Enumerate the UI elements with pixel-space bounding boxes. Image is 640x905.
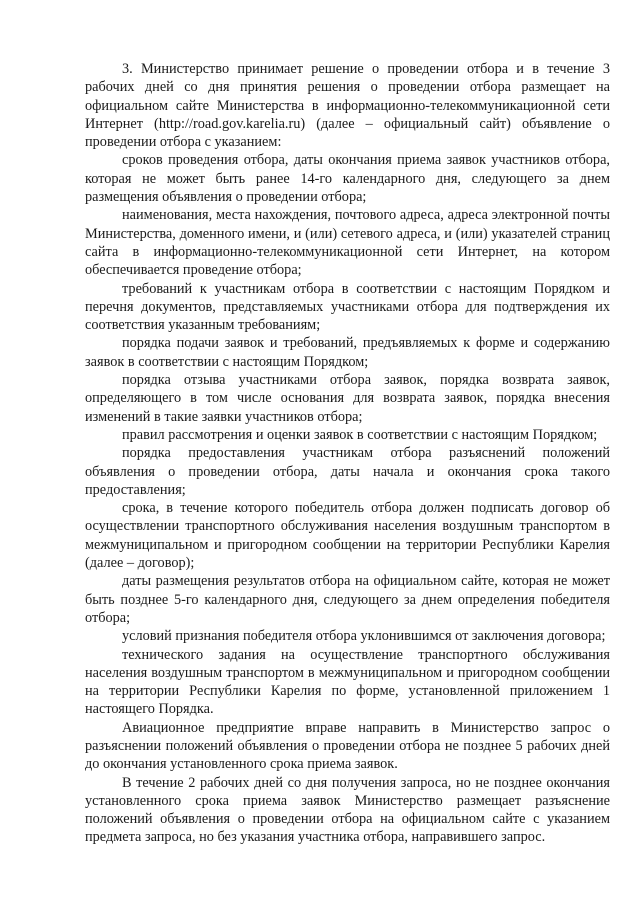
paragraph-participant-requirements: требований к участникам отбора в соответствии с настоящим Порядком и перечня документов, представляемых участниками отбора для подтверждения их соответствия указанным требованиям;	[85, 280, 610, 334]
paragraph-submission-order: порядка подачи заявок и требований, предъявляемых к форме и содержанию заявок в соответствии с настоящим Порядком;	[85, 335, 610, 370]
paragraph-results-date: даты размещения результатов отбора на официальном сайте, которая не может быть позднее 5-го календарного дня, следующего за днем определения победителя отбора;	[85, 573, 610, 626]
paragraph-withdrawal-order: порядка отзыва участниками отбора заявок, порядка возврата заявок, определяющего в том числе основания для возврата заявок, порядка внесения изменений в такие заявки участников отбора;	[85, 372, 610, 425]
paragraph-announcement-intro: 3. Министерство принимает решение о проведении отбора и в течение 3 рабочих дней со дня принятия решения о проведении отбора размещает на официальном сайте Министерства в информационно-телекоммуникационной сети Интернет (http://road.gov.karelia.ru) (далее – официальный сайт) объявление о проведении отбора с указанием:	[85, 61, 610, 151]
paragraph-contract-deadline: срока, в течение которого победитель отбора должен подписать договор об осуществлении транспортного обслуживания населения воздушным транспортом в межмуниципальном и пригородном сообщении на территории Республики Карелия (далее – договор);	[85, 500, 610, 572]
paragraph-clarification-publication: В течение 2 рабочих дней со дня получения запроса, но не позднее окончания установленного срока приема заявок Министерство размещает разъяснение положений объявления о проведении отбора на официальном сайте с указанием предмета запроса, но без указания участника отбора, направившего запрос.	[85, 774, 610, 846]
paragraph-clarification-order: порядка предоставления участникам отбора разъяснений положений объявления о проведении отбора, даты начала и окончания срока такого предоставления;	[85, 445, 610, 498]
paragraph-evasion-conditions: условий признания победителя отбора уклонившимся от заключения договора;	[122, 628, 606, 645]
paragraph-deadlines: сроков проведения отбора, даты окончания приема заявок участников отбора, которая не может быть ранее 14-го календарного дня, следующего за днем размещения объявления о проведении отбора;	[85, 152, 610, 206]
paragraph-ministry-contacts: наименования, места нахождения, почтового адреса, адреса электронной почты Министерства, доменного имени, и (или) сетевого адреса, и (или) указателей страниц сайта в информационно-телекоммуникационной сети Интернет, на котором обеспечивается проведение отбора;	[85, 207, 610, 279]
paragraph-technical-task: технического задания на осуществление транспортного обслуживания населения воздушным транспортом в межмуниципальном и пригородном сообщении на территории Республики Карелия по форме, установленной приложением 1 настоящего Порядка.	[85, 646, 610, 718]
paragraph-evaluation-rules: правил рассмотрения и оценки заявок в соответствии с настоящим Порядком;	[122, 426, 598, 443]
paragraph-clarification-request: Авиационное предприятие вправе направить в Министерство запрос о разъяснении положений объявления о проведении отбора не позднее 5 рабочих дней до окончания установленного срока приема заявок.	[85, 719, 610, 773]
